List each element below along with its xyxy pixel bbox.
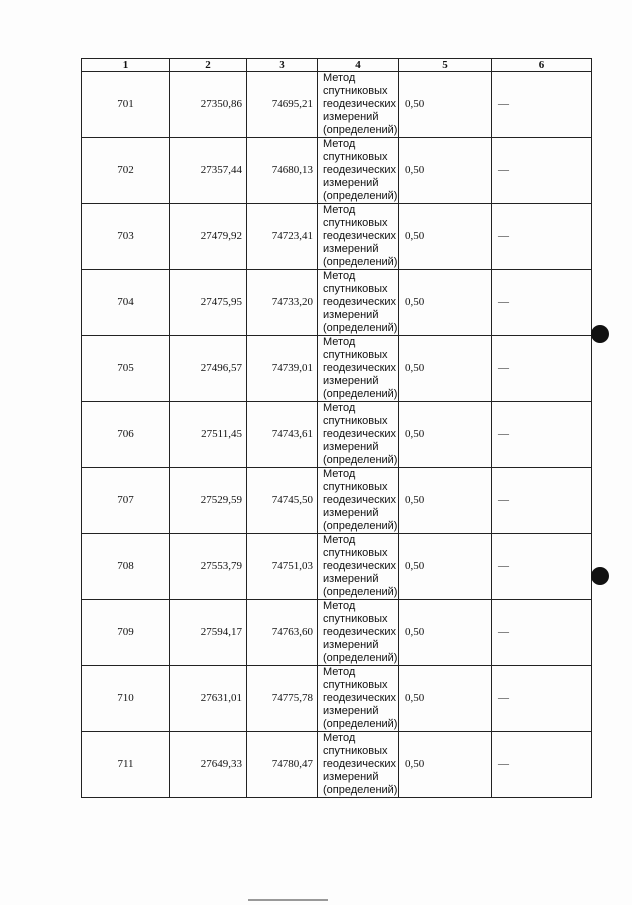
method-text-line: геодезических [323, 758, 397, 770]
method-text-line: спутниковых [323, 481, 388, 493]
method-text-line: (определений) [323, 652, 398, 664]
coordinate-x-cell: 27357,44 [170, 138, 247, 204]
method-text-line: спутниковых [323, 151, 388, 163]
note-cell: — [492, 270, 592, 336]
method-text-line: (определений) [323, 454, 398, 466]
method-text-line: спутниковых [323, 283, 388, 295]
point-number-cell: 705 [82, 336, 170, 402]
point-number-cell: 704 [82, 270, 170, 336]
accuracy-cell: 0,50 [399, 402, 492, 468]
accuracy-cell: 0,50 [399, 138, 492, 204]
method-text-line: (определений) [323, 586, 398, 598]
method-text-line: Метод [323, 270, 356, 282]
accuracy-cell: 0,50 [399, 600, 492, 666]
note-cell: — [492, 468, 592, 534]
method-text-line: Метод [323, 402, 356, 414]
coordinate-x-cell: 27553,79 [170, 534, 247, 600]
point-number-cell: 711 [82, 732, 170, 798]
coordinate-x-cell: 27529,59 [170, 468, 247, 534]
coordinate-x-cell: 27594,17 [170, 600, 247, 666]
method-cell [318, 732, 399, 798]
method-text-line: Метод [323, 72, 356, 84]
method-text-line: спутниковых [323, 613, 388, 625]
table-row [82, 138, 592, 204]
accuracy-cell: 0,50 [399, 666, 492, 732]
method-text-line: (определений) [323, 124, 398, 136]
method-cell [318, 600, 399, 666]
scan-edge-mark [248, 899, 328, 901]
table-header-row [82, 59, 592, 72]
method-text-line: Метод [323, 666, 356, 678]
coordinate-y-cell: 74745,50 [247, 468, 318, 534]
note-cell: — [492, 204, 592, 270]
point-number-cell: 702 [82, 138, 170, 204]
method-text-line: спутниковых [323, 547, 388, 559]
note-cell: — [492, 732, 592, 798]
method-text-line: геодезических [323, 494, 397, 506]
accuracy-cell: 0,50 [399, 534, 492, 600]
column-header: 3 [247, 59, 318, 72]
method-text-line: геодезических [323, 164, 397, 176]
point-number-cell: 703 [82, 204, 170, 270]
method-text-line: геодезических [323, 98, 397, 110]
method-text-line: спутниковых [323, 679, 388, 691]
column-header: 4 [318, 59, 399, 72]
accuracy-cell: 0,50 [399, 204, 492, 270]
point-number-cell: 709 [82, 600, 170, 666]
method-text-line: Метод [323, 600, 356, 612]
coordinate-y-cell: 74763,60 [247, 600, 318, 666]
coordinate-y-cell: 74780,47 [247, 732, 318, 798]
method-text-line: геодезических [323, 560, 397, 572]
coordinate-y-cell: 74723,41 [247, 204, 318, 270]
table-row [82, 270, 592, 336]
table-row [82, 732, 592, 798]
method-text-line: геодезических [323, 230, 397, 242]
coordinate-y-cell: 74695,21 [247, 72, 318, 138]
coordinate-y-cell: 74733,20 [247, 270, 318, 336]
method-text-line: Метод [323, 336, 356, 348]
method-text-line: Метод [323, 732, 356, 744]
table-row [82, 336, 592, 402]
coordinate-y-cell: 74739,01 [247, 336, 318, 402]
coordinates-table [81, 58, 592, 798]
table-row [82, 534, 592, 600]
method-cell [318, 402, 399, 468]
coordinate-y-cell: 74680,13 [247, 138, 318, 204]
method-text-line: измерений [323, 771, 379, 783]
table-row [82, 402, 592, 468]
method-cell [318, 666, 399, 732]
method-text-line: геодезических [323, 692, 397, 704]
accuracy-cell: 0,50 [399, 732, 492, 798]
coordinate-x-cell: 27511,45 [170, 402, 247, 468]
note-cell: — [492, 138, 592, 204]
coordinate-x-cell: 27350,86 [170, 72, 247, 138]
note-cell: — [492, 600, 592, 666]
method-text-line: измерений [323, 111, 379, 123]
accuracy-cell: 0,50 [399, 72, 492, 138]
column-header: 6 [492, 59, 592, 72]
note-cell: — [492, 666, 592, 732]
note-cell: — [492, 72, 592, 138]
column-header: 1 [82, 59, 170, 72]
table-body [82, 72, 592, 798]
coordinate-x-cell: 27631,01 [170, 666, 247, 732]
method-text-line: измерений [323, 177, 379, 189]
method-text-line: (определений) [323, 388, 398, 400]
coordinate-x-cell: 27479,92 [170, 204, 247, 270]
coordinate-y-cell: 74743,61 [247, 402, 318, 468]
method-cell [318, 138, 399, 204]
note-cell: — [492, 534, 592, 600]
accuracy-cell: 0,50 [399, 336, 492, 402]
point-number-cell: 710 [82, 666, 170, 732]
method-text-line: спутниковых [323, 217, 388, 229]
table-row [82, 666, 592, 732]
point-number-cell: 708 [82, 534, 170, 600]
method-text-line: Метод [323, 204, 356, 216]
method-text-line: геодезических [323, 362, 397, 374]
punch-hole-mark [591, 567, 609, 585]
method-text-line: измерений [323, 375, 379, 387]
method-text-line: спутниковых [323, 85, 388, 97]
accuracy-cell: 0,50 [399, 468, 492, 534]
method-text-line: геодезических [323, 428, 397, 440]
method-cell [318, 534, 399, 600]
method-text-line: спутниковых [323, 745, 388, 757]
point-number-cell: 707 [82, 468, 170, 534]
method-text-line: измерений [323, 309, 379, 321]
coordinate-y-cell: 74775,78 [247, 666, 318, 732]
coordinate-x-cell: 27475,95 [170, 270, 247, 336]
method-cell [318, 336, 399, 402]
table-row [82, 468, 592, 534]
column-header: 5 [399, 59, 492, 72]
method-text-line: геодезических [323, 626, 397, 638]
method-text-line: (определений) [323, 520, 398, 532]
method-text-line: измерений [323, 441, 379, 453]
note-cell: — [492, 402, 592, 468]
coordinate-x-cell: 27649,33 [170, 732, 247, 798]
point-number-cell: 701 [82, 72, 170, 138]
table-row [82, 600, 592, 666]
column-header: 2 [170, 59, 247, 72]
method-text-line: (определений) [323, 322, 398, 334]
table-row [82, 72, 592, 138]
method-text-line: (определений) [323, 190, 398, 202]
method-cell [318, 270, 399, 336]
coordinate-x-cell: 27496,57 [170, 336, 247, 402]
method-cell [318, 468, 399, 534]
point-number-cell: 706 [82, 402, 170, 468]
method-text-line: Метод [323, 534, 356, 546]
method-cell [318, 72, 399, 138]
method-text-line: Метод [323, 138, 356, 150]
method-text-line: спутниковых [323, 349, 388, 361]
note-cell: — [492, 336, 592, 402]
punch-hole-mark [591, 325, 609, 343]
method-text-line: измерений [323, 507, 379, 519]
method-text-line: спутниковых [323, 415, 388, 427]
method-text-line: измерений [323, 243, 379, 255]
method-cell [318, 204, 399, 270]
method-text-line: (определений) [323, 718, 398, 730]
method-text-line: измерений [323, 705, 379, 717]
method-text-line: (определений) [323, 784, 398, 796]
method-text-line: (определений) [323, 256, 398, 268]
method-text-line: измерений [323, 639, 379, 651]
method-text-line: измерений [323, 573, 379, 585]
accuracy-cell: 0,50 [399, 270, 492, 336]
method-text-line: геодезических [323, 296, 397, 308]
coordinate-y-cell: 74751,03 [247, 534, 318, 600]
method-text-line: Метод [323, 468, 356, 480]
table-row [82, 204, 592, 270]
